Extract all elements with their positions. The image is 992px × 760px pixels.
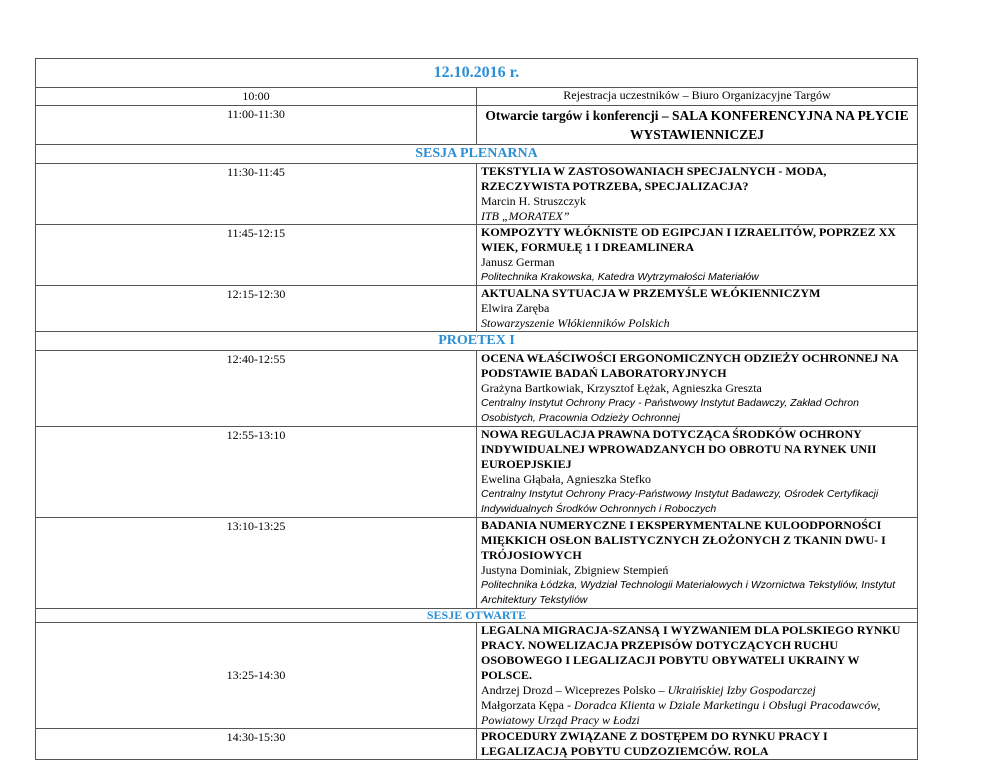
table-row xyxy=(36,427,918,518)
talk-institution: ITB „MORATEX” xyxy=(481,209,570,223)
table-row xyxy=(36,623,918,729)
talk-institution: Centralny Instytut Ochrony Pracy-Państwowy Instytut Badawczy, Ośrodek Certyfikacji Indywidualnych Środków Ochronnych i Roboczych xyxy=(481,488,879,515)
time-cell: 10:00 xyxy=(36,88,477,106)
table-row xyxy=(36,729,918,760)
time-cell: 14:30-15:30 xyxy=(36,729,477,760)
table-row xyxy=(36,225,918,286)
session-cell xyxy=(477,427,918,518)
talk-title: PROCEDURY ZWIĄZANE Z DOSTĘPEM DO RYNKU PRACY I LEGALIZACJĄ POBYTU CUDZOZIEMCÓW. ROLA xyxy=(481,729,828,758)
talk-authors: Justyna Dominiak, Zbigniew Stempień xyxy=(481,563,669,577)
talk-title: AKTUALNA SYTUACJA W PRZEMYŚLE WŁÓKIENNICZYM xyxy=(481,286,821,300)
opening-title: Otwarcie targów i konferencji – SALA KONFERENCYJNA NA PŁYCIE WYSTAWIENNICZEJ xyxy=(477,106,918,145)
speaker-organization: Doradca Klienta w Dziale Marketingu i Obsługi Pracodawców, Powiatowy Urząd Pracy w Łodzi xyxy=(481,698,881,727)
session-cell xyxy=(477,729,918,760)
session-cell xyxy=(477,286,918,332)
time-cell: 12:40-12:55 xyxy=(36,351,477,427)
session-cell xyxy=(477,351,918,427)
table-row xyxy=(36,351,918,427)
table-row xyxy=(36,164,918,225)
speaker-name: Małgorzata Kępa - xyxy=(481,698,574,712)
section-heading-plenary: SESJA PLENARNA xyxy=(36,145,918,164)
session-cell xyxy=(477,164,918,225)
schedule-date: 12.10.2016 r. xyxy=(36,59,918,88)
talk-institution: Centralny Instytut Ochrony Pracy - Państwowy Instytut Badawczy, Zakład Ochron Osobistych, Pracownia Odzieży Ochronnej xyxy=(481,397,859,424)
talk-institution: Stowarzyszenie Włókienników Polskich xyxy=(481,316,670,330)
table-row xyxy=(36,518,918,609)
talk-title: LEGALNA MIGRACJA-SZANSĄ I WYZWANIEM DLA POLSKIEGO RYNKU PRACY. NOWELIZACJA PRZEPISÓW DOTYCZĄCYCH RUCHU OSOBOWEGO I LEGALIZACJI POBYTU OBYWATELI UKRAINY W POLSCE. xyxy=(481,623,901,682)
talk-authors: Elwira Zaręba xyxy=(481,301,550,315)
talk-authors: Janusz German xyxy=(481,255,555,269)
section-heading-proetex: PROETEX I xyxy=(36,332,918,351)
talk-authors: Grażyna Bartkowiak, Krzysztof Łężak, Agnieszka Greszta xyxy=(481,381,762,395)
session-cell xyxy=(477,225,918,286)
registration-text: Rejestracja uczestników – Biuro Organizacyjne Targów xyxy=(477,88,918,106)
speaker-organization: Ukraińskiej Izby Gospodarczej xyxy=(667,683,816,697)
time-cell: 11:30-11:45 xyxy=(36,164,477,225)
talk-institution: Politechnika Krakowska, Katedra Wytrzymałości Materiałów xyxy=(481,271,759,283)
talk-title: BADANIA NUMERYCZNE I EKSPERYMENTALNE KULOODPORNOŚCI MIĘKKICH OSŁON BALISTYCZNYCH ZŁOŻONYCH Z TKANIN DWU- I TRÓJOSIOWYCH xyxy=(481,518,886,562)
schedule-table xyxy=(35,58,918,760)
time-cell: 11:00-11:30 xyxy=(36,106,477,145)
session-cell xyxy=(477,518,918,609)
time-cell: 13:10-13:25 xyxy=(36,518,477,609)
talk-title: OCENA WŁAŚCIWOŚCI ERGONOMICZNYCH ODZIEŻY OCHRONNEJ NA PODSTAWIE BADAŃ LABORATORYJNYCH xyxy=(481,351,899,380)
talk-title: NOWA REGULACJA PRAWNA DOTYCZĄCA ŚRODKÓW OCHRONY INDYWIDUALNEJ WPROWADZANYCH DO OBROTU NA RYNEK UNII EUROEPJSKIEJ xyxy=(481,427,877,471)
talk-authors: Ewelina Głąbała, Agnieszka Stefko xyxy=(481,472,651,486)
talk-title: KOMPOZYTY WŁÓKNISTE OD EGIPCJAN I IZRAELITÓW, POPRZEZ XX WIEK, FORMUŁĘ 1 I DREAMLINERA xyxy=(481,225,896,254)
table-row xyxy=(36,286,918,332)
time-cell: 12:55-13:10 xyxy=(36,427,477,518)
section-heading-open: SESJE OTWARTE xyxy=(36,609,918,623)
time-cell: 13:25-14:30 xyxy=(36,623,477,729)
speaker-line xyxy=(481,698,913,728)
talk-authors: Marcin H. Struszczyk xyxy=(481,194,586,208)
time-cell: 11:45-12:15 xyxy=(36,225,477,286)
speaker-line xyxy=(481,683,913,698)
session-cell xyxy=(477,623,918,729)
speaker-name: Andrzej Drozd – Wiceprezes Polsko – xyxy=(481,683,668,697)
talk-institution: Politechnika Łódzka, Wydział Technologii Materiałowych i Wzornictwa Tekstyliów, Instytut Architektury Tekstyliów xyxy=(481,579,896,606)
talk-title: TEKSTYLIA W ZASTOSOWANIACH SPECJALNYCH - MODA, RZECZYWISTA POTRZEBA, SPECJALIZACJA? xyxy=(481,164,827,193)
time-cell: 12:15-12:30 xyxy=(36,286,477,332)
